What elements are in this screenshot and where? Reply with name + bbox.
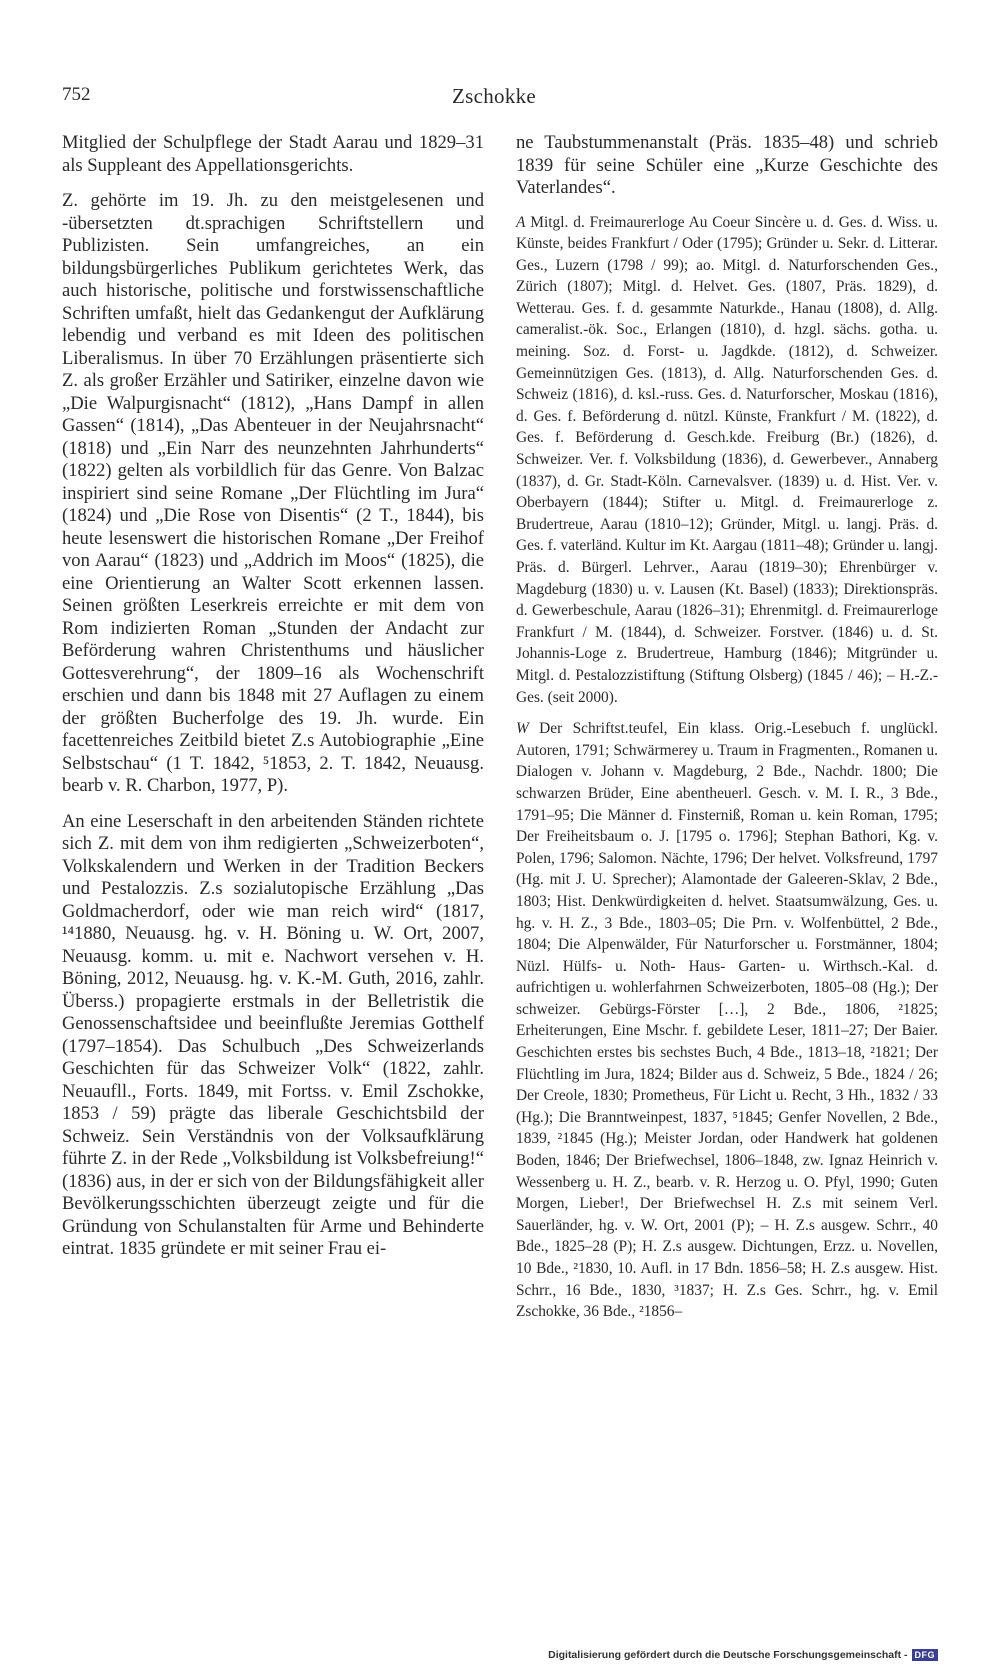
memberships-text: Mitgl. d. Freimaurerloge Au Coeur Sincère u. d. Ges. d. Wiss. u. Künste, beides Frankfurt / Oder (1795); Gründer u. Sekr. d. Litterar. Ges., Luzern (1798 / 99); ao. Mitgl. d. Naturforschenden Ges., Zürich (1807); Mitgl. d. Helvet. Ges. (1807, Präs. 1829), d. Wetterau. Ges. f. d. gesammte Naturkde., Hanau (1808), d. Allg. cameralist.-ök. Soc., Erlangen (1810), d. hzgl. sächs. gotha. u. meining. Soz. d. Forst- u. Jagdkde. (1812), d. Schweizer. Gemeinnützigen Ges. (1813), d. Allg. Naturforschenden Ges. d. Schweiz (1816), d. ksl.-russ. Ges. d. Naturforscher, Moskau (1816), d. Ges. f. Beförderung d. nützl. Künste, Frankfurt / M. (1822), d. Ges. f. Beförderung d. Gesch.kde. Freiburg (Br.) (1826), d. Schweizer. Ver. f. Volksbildung (1836), d. Gewerbever., Annaberg (1837), d. Gr. Stadt-Köln. Carnevalsver. (1839) u. d. Hist. Ver. v. Oberbayern (1844); Stifter u. Mitgl. d. Freimaurerloge z. Brudertreue, Aarau (1810–12); Gründer, Mitgl. u. langj. Präs. d. Ges. f. vaterländ. Kultur im Kt. Aargau (1811–48); Gründer u. langj. Präs. d. Bürgerl. Lehrver., Aarau (1819–30); Ehrenbürger v. Magdeburg (1830) u. v. Lausen (Kt. Basel) (1833); Direktionspräs. d. Gewerbeschule, Aarau (1826–31); Ehrenmitgl. d. Freimaurerloge Frankfurt / M. (1844), d. Schweizer. Forstver. (1846) u. d. St. Johannis-Loge z. Brudertreue, Hamburg (1846); Mitgründer u. Mitgl. d. Pestalozzistiftung (Stiftung Olsberg) (1845 / 46); – H.-Z.-Ges. (seit 2000). bbox=[516, 213, 938, 706]
section-marker-w: W bbox=[516, 720, 529, 738]
left-column bbox=[62, 132, 484, 1274]
digitization-footer bbox=[548, 1649, 938, 1661]
right-column bbox=[516, 132, 938, 1333]
section-marker-a: A bbox=[516, 213, 526, 231]
dfg-logo: DFG bbox=[912, 1649, 939, 1661]
section-works bbox=[516, 718, 938, 1323]
works-text: Der Schriftst.teufel, Ein klass. Orig.-Lesebuch f. unglückl. Autoren, 1791; Schwärmerey u. Traum in Fragmenten., Romanen u. Dialogen v. Johann v. Magdeburg, 2 Bde., Nachdr. 1800; Die schwarzen Brüder, Eine abentheuerl. Gesch. v. M. I. R., 3 Bde., 1791–95; Die Männer d. Finsterniß, Roman u. kein Roman, 1795; Der Freiheitsbaum o. J. [1795 o. 1796]; Stephan Bathori, Kg. v. Polen, 1796; Salomon. Nächte, 1796; Der helvet. Volksfreund, 1797 (Hg. mit J. U. Sprecher); Alamontade der Galeeren-Sklav, 2 Bde., 1803; Hist. Denkwürdigkeiten d. helvet. Staatsumwälzung, Ges. u. hg. v. H. Z., 3 Bde., 1803–05; Die Prn. v. Wolfenbüttel, 2 Bde., 1804; Die Alpenwälder, Für Naturforscher u. Forstmänner, 1804; Nüzl. Hülfs- u. Noth- Haus- Garten- u. Wirthsch.-Kal. d. aufrichtigen u. wohlerfahrnen Schweizerboten, 1805–08 (Hg.); Der schweizer. Gebürgs-Förster […], 2 Bde., 1806, ²1825; Erheiterungen, Eine Mschr. f. gebildete Leser, 1811–27; Der Baier. Geschichten erstes bis sechstes Buch, 4 Bde., 1813–18, ²1821; Der Flüchtling im Jura, 1824; Bilder aus d. Schweiz, 5 Bde., 1824 / 26; Der Creole, 1830; Prometheus, Für Licht u. Recht, 3 Hh., 1832 / 33 (Hg.); Die Branntweinpest, 1837, ⁵1845; Genfer Novellen, 2 Bde., 1839, ²1845 (Hg.); Meister Jordan, oder Handwerk hat goldenen Boden, 1846; Der Briefwechsel, 1806–1848, zw. Ignaz Heinrich v. Wessenberg u. H. Z., bearb. v. R. Herzog u. O. Pfyl, 1990; Guten Morgen, Lieber!, Der Briefwechsel H. Z.s mit seinem Verl. Sauerländer, hg. v. W. Ort, 2001 (P); – H. Z.s ausgew. Schrr., 40 Bde., 1825–28 (P); H. Z.s ausgew. Dichtungen, Erzz. u. Novellen, 10 Bde., ²1830, 10. Aufl. in 17 Bdn. 1856–58; H. Z.s ausgew. Hist. Schrr., 16 Bde., 1830, ³1837; H. Z.s Ges. Schrr., hg. v. Emil Zschokke, 36 Bde., ²1856– bbox=[516, 720, 938, 1321]
paragraph-membership-end: Mitglied der Schulpflege der Stadt Aarau und 1829–31 als Suppleant des Appellationsgerichts. bbox=[62, 132, 484, 176]
section-memberships bbox=[516, 212, 938, 709]
paragraph-continuation: ne Taubstummenanstalt (Präs. 1835–48) und schrieb 1839 für seine Schüler eine „Kurze Geschichte des Vaterlandes“. bbox=[516, 132, 938, 198]
running-head: Zschokke bbox=[452, 84, 537, 108]
paragraph-popular-education: An eine Leserschaft in den arbeitenden Ständen richtete sich Z. mit dem von ihm redigierten „Schweizerboten“, Volkskalendern und Werken in der Tradition Beckers und Pestalozzis. Z.s sozialutopische Erzählung „Das Goldmacherdorf, oder wie man reich wird“ (1817, ¹⁴1880, Neuausg. hg. v. H. Böning u. W. Ort, 2007, Neuausg. komm. u. mit e. Nachwort versehen v. H. Böning, 2012, Neuausg. hg. v. K.-M. Guth, 2016, zahlr. Überss.) propagierte erstmals in der Belletristik die Genossenschaftsidee und beeinflußte Jeremias Gotthelf (1797–1854). Das Schulbuch „Des Schweizerlands Geschichten für das Schweizer Volk“ (1822, zahlr. Neuaufll., Forts. 1849, mit Fortss. v. Emil Zschokke, 1853 / 59) prägte das liberale Geschichtsbild der Schweiz. Sein Verständnis von der Volksaufklärung führte Z. in der Rede „Volksbildung ist Volksbefreiung!“ (1836) aus, in der er sich von der Bildungsfähigkeit aller Bevölkerungsschichten überzeugt zeigte und für die Gründung von Schulanstalten für Arme und Behinderte eintrat. 1835 gründete er mit seiner Frau ei- bbox=[62, 810, 484, 1259]
paragraph-works-overview: Z. gehörte im 19. Jh. zu den meistgelesenen und -übersetzten dt.sprachigen Schriftstellern und Publizisten. Sein umfangreiches, an ein bildungsbürgerliches Publikum gerichtetes Werk, das auch historische, politische und forstwissenschaftliche Schriften umfaßt, hielt das Gedankengut der Aufklärung lebendig und verband es mit Ideen des politischen Liberalismus. In über 70 Erzählungen präsentierte sich Z. als großer Erzähler und Satiriker, einzelne davon wie „Die Walpurgisnacht“ (1812), „Hans Dampf in allen Gassen“ (1814), „Das Abenteuer in der Neujahrsnacht“ (1818) und „Ein Narr des neunzehnten Jahrhunderts“ (1822) gelten als vorbildlich für das Genre. Von Balzac inspiriert sind seine Romane „Der Flüchtling im Jura“ (1824) und „Die Rose von Disentis“ (2 T., 1844), bis heute lesenswert die historischen Romane „Der Freihof von Aarau“ (1823) und „Addrich im Moos“ (1825), die eine Orientierung an Walter Scott erkennen lassen. Seinen größten Leserkreis erreichte er mit dem von Rom indizierten Roman „Stunden der Andacht zur Beförderung wahren Christenthums und häuslicher Gottesverehrung“, der 1809–16 als Wochenschrift erschien und dann bis 1848 mit 27 Auflagen zu einem der größten Bucherfolge des 19. Jh. wurde. Ein facettenreiches Zeitbild bietet Z.s Autobiographie „Eine Selbstschau“ (1 T. 1842, ⁵1853, 2. T. 1842, Neuausg. bearb v. R. Charbon, 1977, P). bbox=[62, 190, 484, 796]
footer-credit: Digitalisierung gefördert durch die Deutsche Forschungsgemeinschaft - bbox=[548, 1649, 908, 1661]
page-number: 752 bbox=[62, 84, 91, 105]
